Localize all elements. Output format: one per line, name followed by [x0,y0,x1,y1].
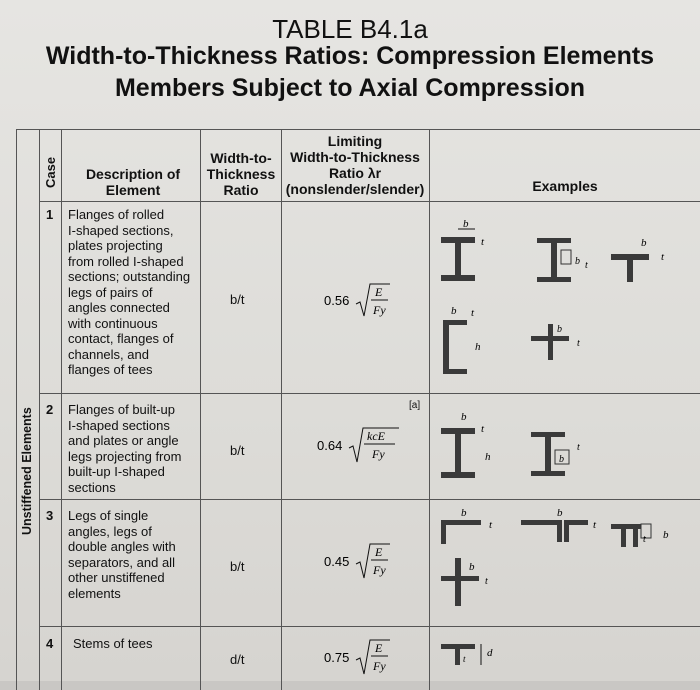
col-divider [429,130,430,690]
formula-num: E [375,545,383,559]
label-b: b [575,256,580,267]
col-divider [281,130,282,690]
tee-stem-example [437,638,517,674]
group-label-unstiffened: Unstiffened Elements [20,407,34,535]
label-b: b [557,507,563,519]
formula-num: kcE [367,429,385,443]
label-t: t [481,423,485,435]
label-b: b [641,237,647,249]
label-b: b [559,454,564,465]
formula-den: Fy [373,563,386,577]
label-t: t [577,338,580,349]
limiting-header-2: Width-to-Thickness [290,149,420,165]
row-divider [39,626,700,627]
formula-sqrt [324,542,394,588]
row-description: Stems of tees [73,636,153,651]
header-divider [39,201,700,202]
single-angle-example [437,506,507,546]
label-t: t [485,576,488,587]
row-limit-formula [317,426,407,475]
label-t: t [471,307,475,319]
row-ratio: b/t [230,443,245,458]
table-subtitle: Members Subject to Axial Compression [114,74,586,102]
label-b: b [461,411,467,423]
limiting-header-3: Ratio λr [328,165,382,181]
label-t: t [585,260,588,271]
col-divider [61,130,62,690]
ratio-header: Width-to- Thickness Ratio [206,150,276,198]
label-t: t [593,519,597,531]
examples-header: Examples [532,178,598,194]
channel-example [441,302,501,380]
case-number: 1 [46,207,54,222]
label-b: b [463,218,469,230]
row-description: Flanges of built-up I-shaped sections and plates or angle legs projecting from built-up I-shaped sections [68,402,182,495]
case-number: 3 [46,508,54,523]
case-number: 2 [46,402,54,417]
angle-pair-example [607,518,687,552]
cruciform-example [437,550,507,610]
label-h: h [475,341,481,353]
rolled-i-shape-example [437,215,497,285]
double-angle-example [527,318,597,368]
label-t: t [481,236,485,248]
row-limit-formula [324,282,394,331]
label-t: t [489,519,493,531]
plate-on-i-example [527,230,597,290]
row-description: Legs of single angles, legs of double angles with separators, and all other unstiffened elements [68,508,176,601]
row-limit-formula [324,638,394,687]
formula-sqrt [324,638,394,684]
row-ratio: d/t [230,652,245,667]
label-b: b [663,529,669,541]
row-divider [39,393,700,394]
label-t: t [577,442,580,453]
formula-num: E [375,641,383,655]
label-b: b [557,324,562,335]
description-header: Description of Element [85,166,181,198]
label-d: d [487,647,493,659]
label-b: b [461,507,467,519]
label-b: b [451,305,457,317]
formula-coef: 0.75 [324,650,350,665]
label-t: t [463,654,466,664]
label-b: b [469,561,475,573]
col-divider [200,130,201,690]
built-up-i-example [437,406,507,486]
limiting-header-1: Limiting [327,133,383,149]
formula-num: E [375,285,383,299]
limiting-header-4: (nonslender/slender) [285,181,425,197]
row-ratio: b/t [230,559,245,574]
row-ratio: b/t [230,292,245,307]
table-title: Width-to-Thickness Ratios: Compression Elements [45,42,655,70]
ratio-table [16,129,700,690]
formula-coef: 0.64 [317,438,343,453]
tee-example [605,230,685,290]
formula-coef: 0.45 [324,554,350,569]
label-h: h [485,451,491,463]
formula-den: Fy [373,659,386,673]
label-t: t [661,251,665,263]
row-description: Flanges of rolled I-shaped sections, plates projecting from rolled I-shaped sections; outstanding legs of pairs of angles connected with continuous contact, flanges of channels, and flanges of tees [68,207,191,377]
formula-coef: 0.56 [324,293,350,308]
row-divider [39,499,700,500]
formula-sqrt [317,426,407,472]
formula-den: Fy [372,447,385,461]
row-limit-formula [324,542,394,591]
case-header: Case [43,156,58,188]
table-number: TABLE B4.1a [272,14,428,44]
label-t: t [643,534,646,545]
row-note: [a] [409,400,421,411]
double-angle-separator-example [517,506,607,546]
col-divider [39,130,40,690]
built-up-plate-example [527,426,597,484]
case-number: 4 [46,636,54,651]
formula-sqrt [324,282,394,328]
formula-den: Fy [373,303,386,317]
